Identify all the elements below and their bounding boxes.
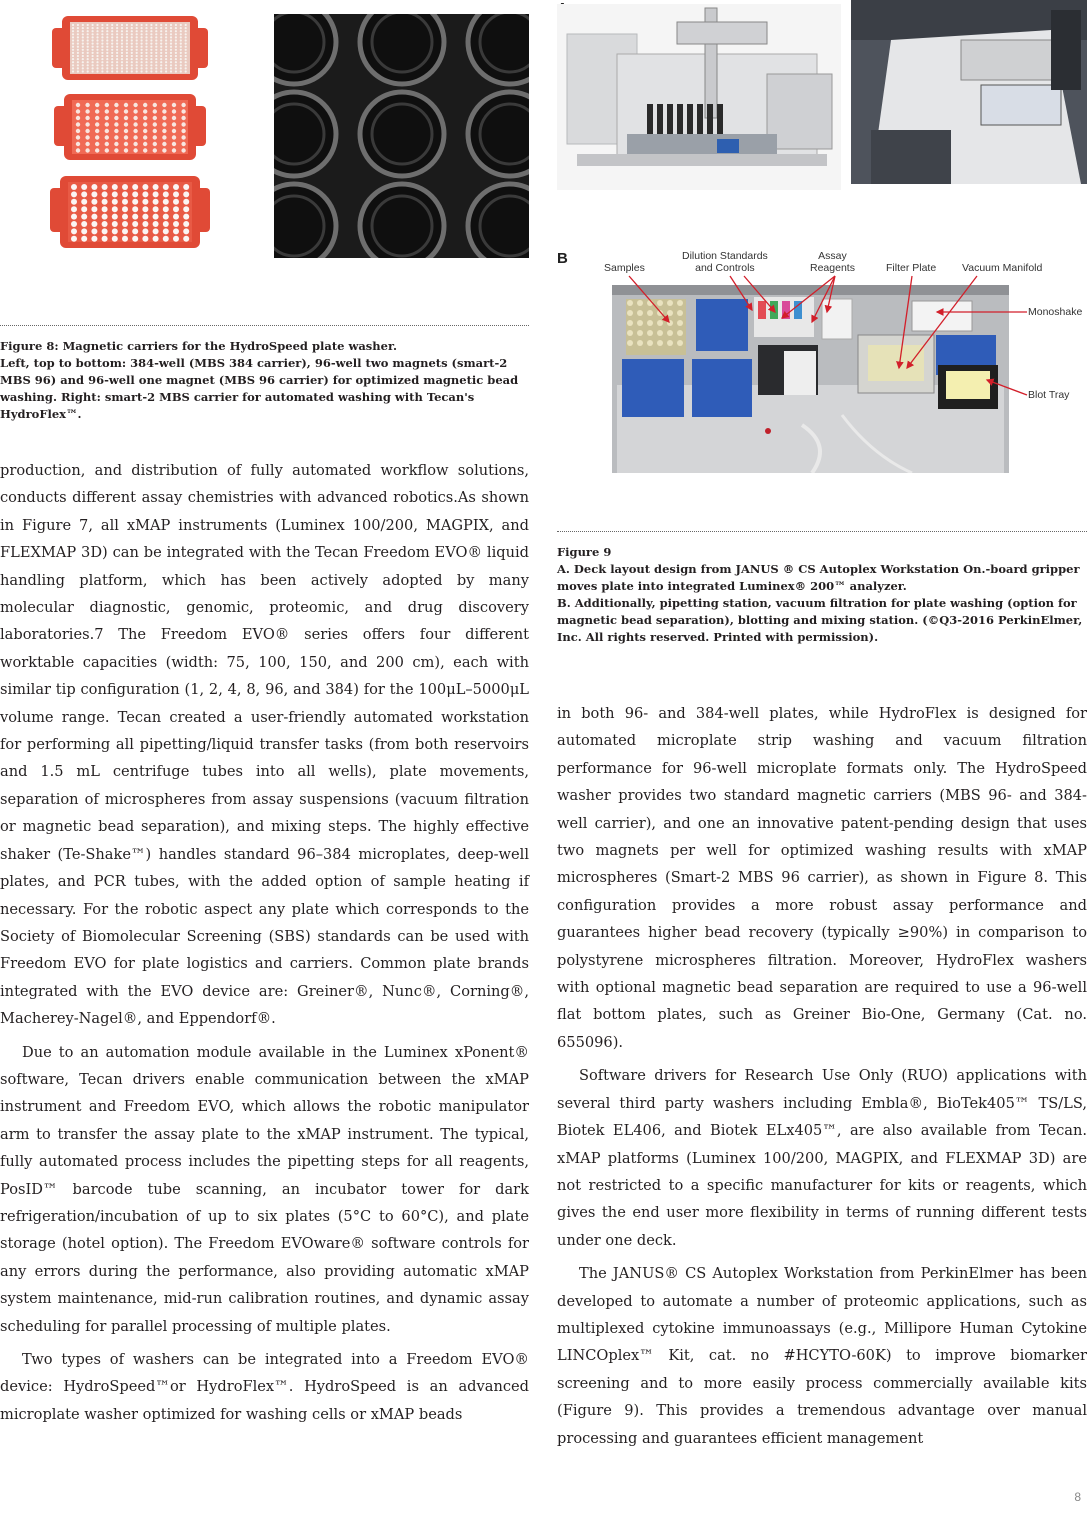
label-blot-tray: Blot Tray [1028, 389, 1070, 401]
figure8-hydroflex-carrier-photo [274, 14, 529, 258]
right-paragraph-1: in both 96- and 384-well plates, while HydroFlex is designed for automated microplate strip washing and vacuum filtration performance for 96-well microplate formats only. The HydroSpeed washer provides two standard magnetic carriers (MBS 96- and 384-well carrier), and one an innovative patent-pending design that uses two magnets per well for optimized washing results with xMAP microspheres (Smart-2 MBS 96 carrier), as shown in Figure 8. This configuration provides a more robust assay performance and guarantees higher bead recovery (typically ≥90%) in comparison to polystyrene microspheres filtration. Moreover, HydroFlex washers with optional magnetic bead separation are required to use a 96-well flat bottom plates, such as Greiner Bio-One, Germany (Cat. no. 655096). [557, 705, 1087, 1051]
figure9-panel-b-letter: B [557, 250, 568, 267]
figure9-caption-title: Figure 9 [557, 545, 612, 559]
figure8-carriers-photo [40, 10, 220, 260]
label-vacuum-manifold: Vacuum Manifold [962, 262, 1043, 274]
right-paragraph-3: The JANUS® CS Autoplex Workstation from PerkinElmer has been developed to automate a number of proteomic applications, such as multiplexed cytokine immunoassays (e.g., Millipore Human Cytokine LINCOplex™ Kit, cat. no #HCYTO-60K) to improve biomarker screening and to more easily process commercially available kits (Figure 9). This provides a tremendous advantage over manual processing and guarantees efficient management [557, 1265, 1087, 1447]
figure9-janus-workstation-photo [557, 4, 841, 190]
left-paragraph-2: Due to an automation module available in the Luminex xPonent® software, Tecan drivers enable communication between the xMAP instrument and Freedom EVO, which allows the robotic manipulator arm to transfer the assay plate to the xMAP instrument. The typical, fully automated process includes the pipetting steps for all reagents, PosID™ barcode tube scanning, an incubator tower for dark refrigeration/incubation of up to six plates (5°C to 60°C), and plate storage (hotel option). The Freedom EVOware® software controls for any errors during the performance, also providing automatic xMAP system maintenance, mid-run calibration routines, and dynamic assay scheduling for parallel processing of multiple plates. [0, 1043, 529, 1335]
left-paragraph-1: production, and distribution of fully automated workflow solutions, conducts different assay chemistries with advanced robotics.As shown in Figure 7, all xMAP instruments (Luminex 100/200, MAGPIX, and FLEXMAP 3D) can be integrated with the Tecan Freedom EVO® liquid handling platform, which has been actively adopted by many molecular diagnostic, genomic, proteomic, and drug discovery laboratories.7 The Freedom EVO® series offers four different worktable capacities (width: 75, 100, 150, and 200 cm), each with similar tip configuration (1, 2, 4, 8, 96, and 384) for the 100μL–5000μL volume range. Tecan created a user-friendly automated workstation for performing all pipetting/liquid transfer tasks (from both reservoirs and 1.5 mL centrifuge tubes into all wells), plate movements, separation of microspheres from assay suspensions (vacuum filtration or magnetic bead separation), and mixing steps. The highly effective shaker (Te-Shake™) handles standard 96–384 microplates, deep-well plates, and PCR tubes, with the added option of sample heating if necessary. For the robotic aspect any plate which corresponds to the Society of Biomolecular Screening (SBS) standards can be used with Freedom EVO for plate logistics and carriers. Common plate brands integrated with the EVO device are: Greiner®, Nunc®, Corning®, Macherey-Nagel®, and Eppendorf®. [0, 462, 529, 1028]
figure9-caption [557, 544, 1087, 646]
page-number: 8 [1074, 1490, 1081, 1504]
left-text-column [0, 457, 529, 1434]
figure8-divider [0, 325, 529, 326]
label-assay-reagents: Assay Reagents [810, 250, 855, 274]
carrier-384 [52, 16, 208, 80]
figure9-caption-a: A. Deck layout design from JANUS ® CS Autoplex Workstation On.-board gripper moves plate into integrated Luminex® 200™ analyzer. [557, 562, 1080, 593]
left-paragraph-3: Two types of washers can be integrated into a Freedom EVO® device: HydroSpeed™or HydroFlex™. HydroSpeed is an advanced microplate washer optimized for washing cells or xMAP beads [0, 1351, 529, 1423]
label-monoshake: Monoshake [1028, 306, 1083, 318]
label-dilution-standards: Dilution Standards and Controls [682, 250, 768, 274]
figure8-caption-body: Left, top to bottom: 384-well (MBS 384 carrier), 96-well two magnets (smart-2 MBS 96) and 96-well one magnet (MBS 96 carrier) for optimized magnetic bead washing. Right: smart-2 MBS carrier for automated washing with Tecan's HydroFlex™. [0, 356, 519, 421]
figure9-divider [557, 531, 1087, 532]
figure9-caption-b: B. Additionally, pipetting station, vacuum filtration for plate washing (option for magnetic bead separation), blotting and mixing station. (©Q3-2016 PerkinElmer, Inc. All rights reserved. Printed with permission). [557, 596, 1083, 644]
label-samples: Samples [604, 262, 645, 274]
right-text-column [557, 700, 1087, 1458]
figure8-caption [0, 338, 530, 423]
figure9-plate-washer-photo [851, 0, 1087, 184]
label-filter-plate: Filter Plate [886, 262, 937, 274]
figure9-annotation-arrows [557, 240, 1087, 410]
right-paragraph-2: Software drivers for Research Use Only (RUO) applications with several third party washers including Embla®, BioTek405™ TS/LS, Biotek EL406, and Biotek ELx405™, are also available from Tecan. xMAP platforms (Luminex 100/200, MAGPIX, and FLEXMAP 3D) are not restricted to a specific manufacturer for kits or reagents, which gives the end user more flexibility in terms of running different tests under one deck. [557, 1067, 1087, 1249]
figure8-caption-title: Figure 8: Magnetic carriers for the HydroSpeed plate washer. [0, 339, 397, 353]
